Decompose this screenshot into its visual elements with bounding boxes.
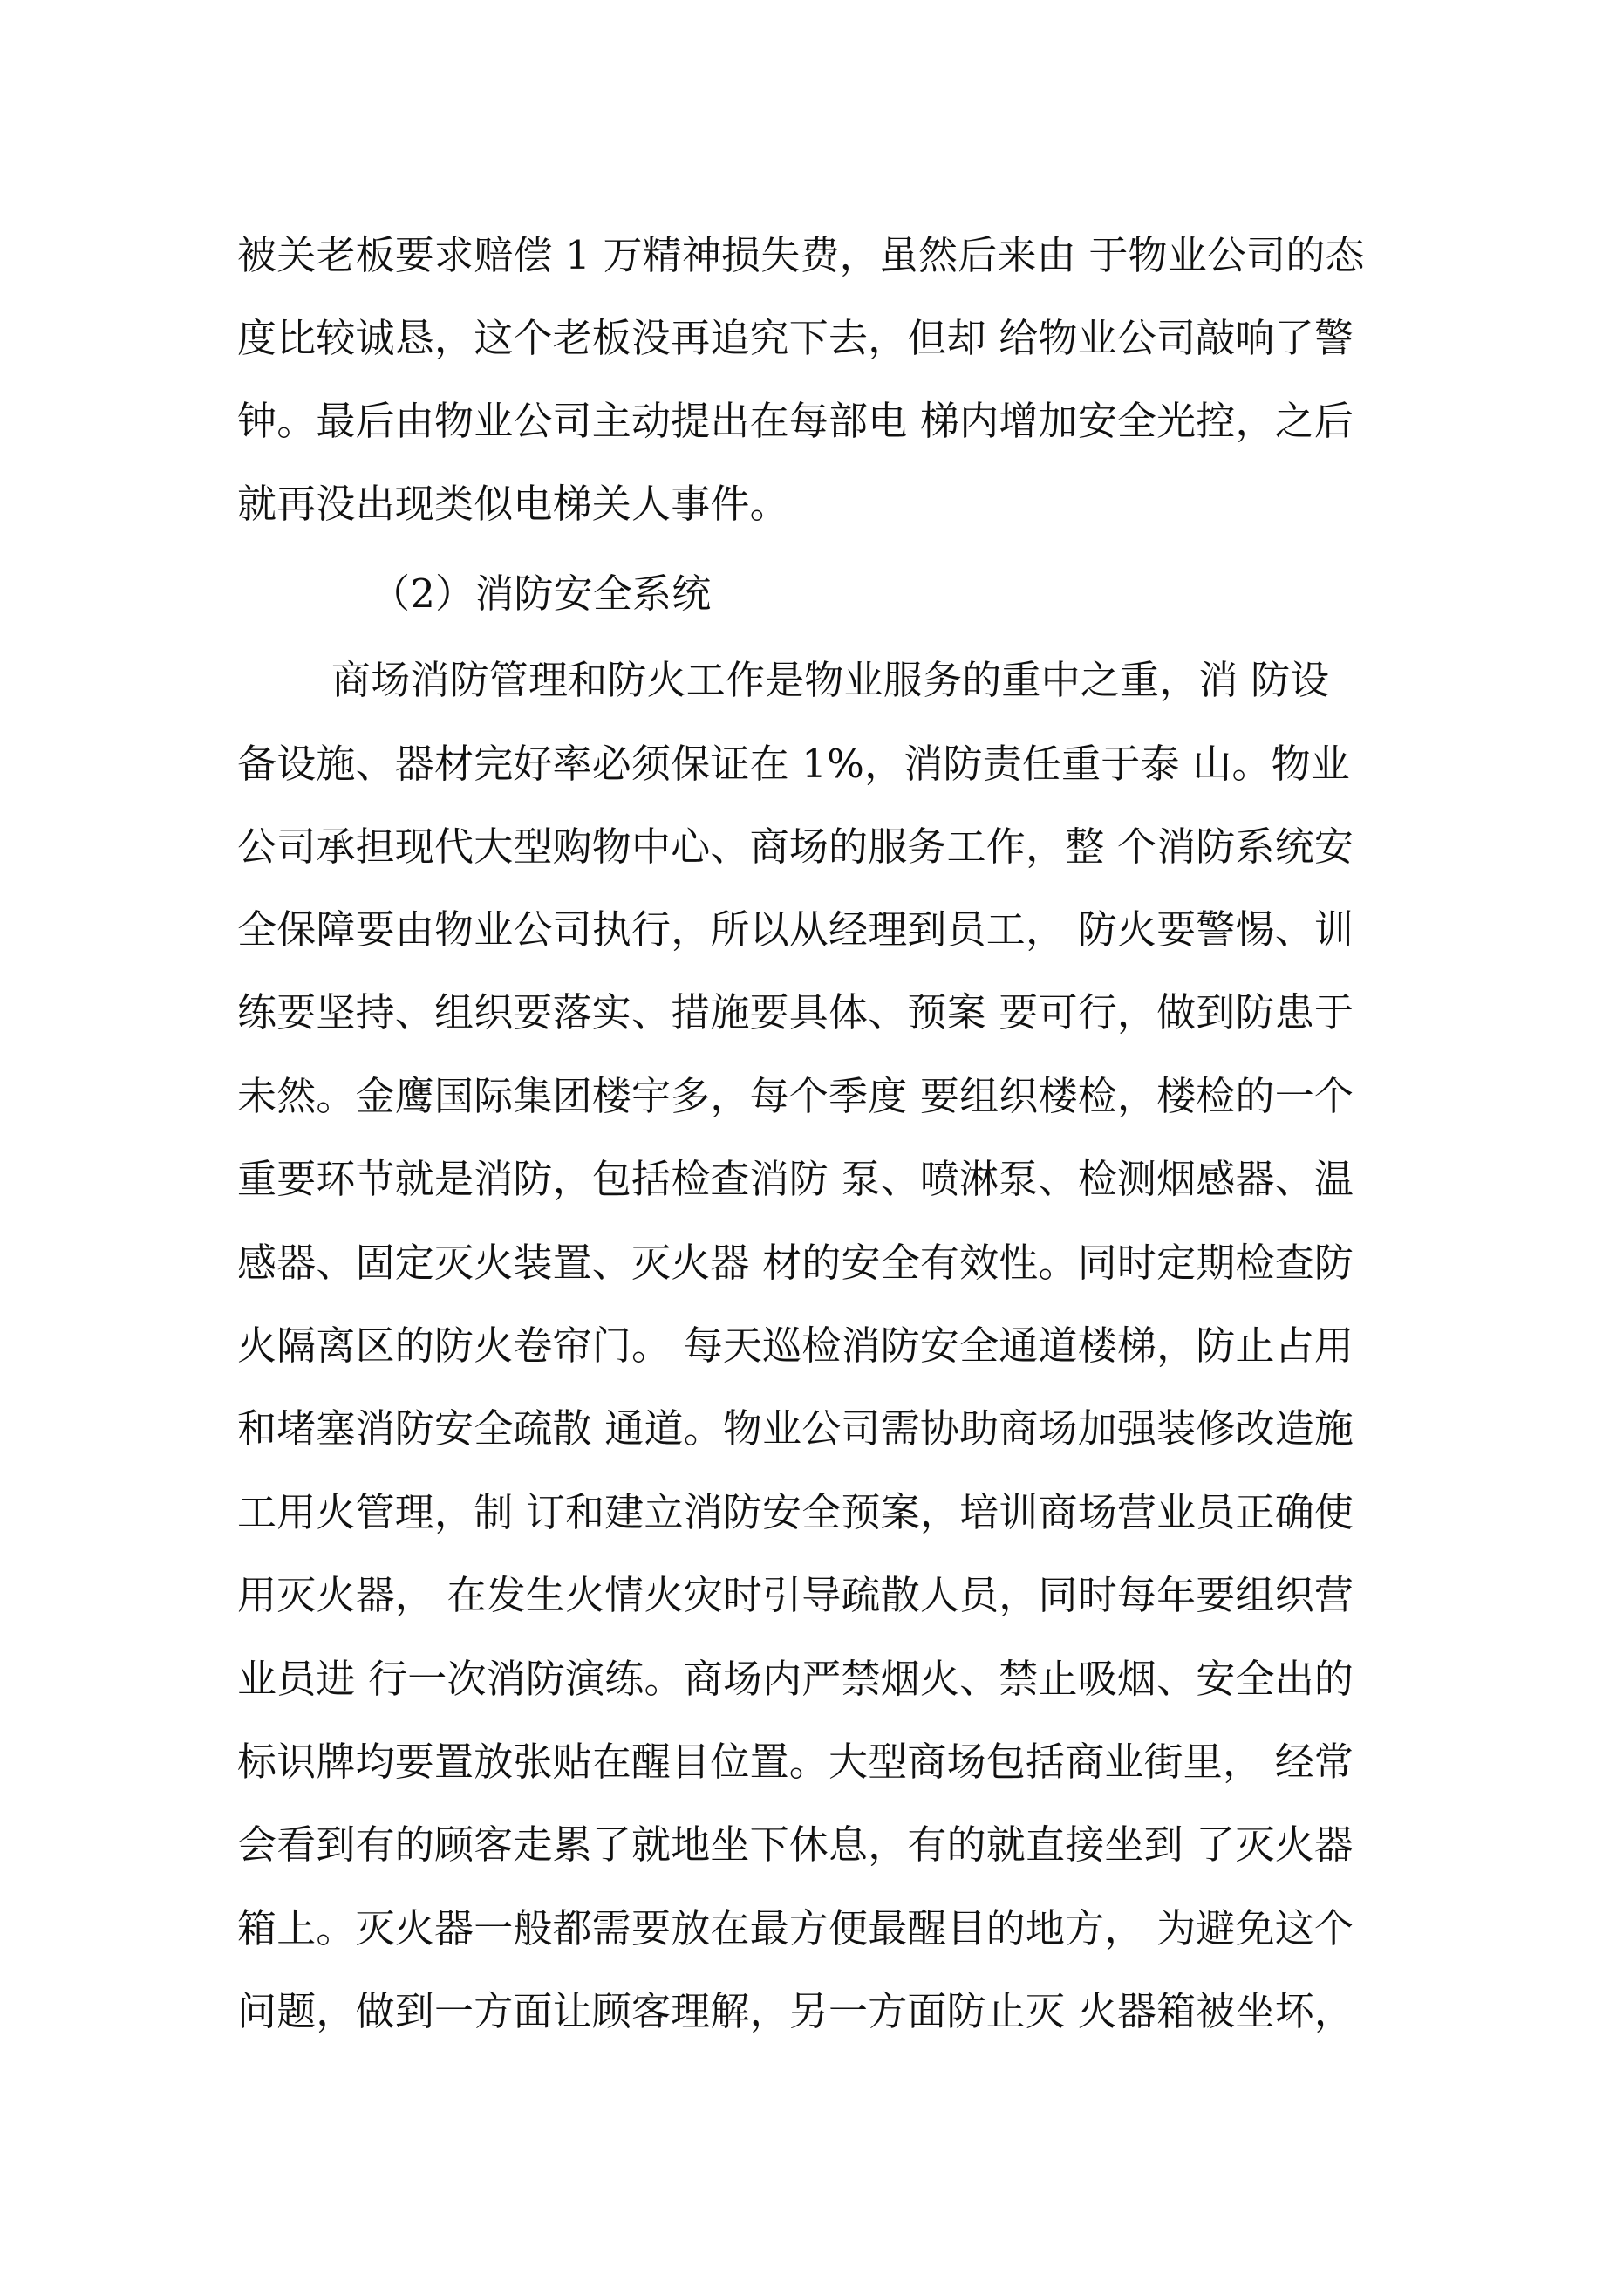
text-line: 钟。最后由物业公司主动提出在每部电 梯内增加安全光控，之后 xyxy=(237,398,1354,444)
paragraph-first-line: 商场消防管理和防火工作是物业服务的重中之重，消 防设 xyxy=(331,657,1330,703)
text-line: 感器、固定灭火装置、灭火器 材的安全有效性。同时定期检查防 xyxy=(237,1240,1354,1286)
text-line: 公司承担现代大型购物中心、商场的服务工作，整 个消防系统安 xyxy=(237,823,1354,870)
text-line: 业员进 行一次消防演练。商场内严禁烟火、禁止吸烟、安全出的 xyxy=(237,1656,1354,1702)
text-line: 标识牌均要置放张贴在醒目位置。大型商场包括商业街里， 经常 xyxy=(237,1739,1354,1785)
section-heading: （2）消防安全系统 xyxy=(371,571,712,617)
text-line: 被关老板要求赔偿 1 万精神损失费，虽然后来由 于物业公司的态 xyxy=(237,232,1365,278)
text-line: 练要坚持、组织要落实、措施要具体、预案 要可行，做到防患于 xyxy=(237,989,1354,1035)
text-line: 用灭火器， 在发生火情火灾时引导疏散人员，同时每年要组织营 xyxy=(237,1572,1354,1618)
text-line: 会看到有的顾客走累了就地坐下休息，有的就直接坐到 了灭火器 xyxy=(237,1821,1354,1868)
text-line: 全保障要由物业公司执行，所以从经理到员工， 防火要警惕、训 xyxy=(237,906,1354,953)
text-line: 备设施、器材完好率必须保证在 1%，消防责任重于泰 山。物业 xyxy=(237,741,1350,787)
text-line: 火隔离区的防火卷帘门。 每天巡检消防安全通道楼梯，防止占用 xyxy=(237,1322,1354,1369)
text-line: 度比较诚恳，这个老板没再追究下去，但却 给物业公司敲响了警 xyxy=(237,315,1354,361)
text-line: 工用火管理，制 订和建立消防安全预案，培训商场营业员正确使 xyxy=(237,1489,1354,1535)
text-line: 重要环节就是消防，包括检查消防 泵、喷淋泵、检测烟感器、温 xyxy=(237,1156,1354,1202)
text-line: 问题，做到一方面让顾客理解，另一方面防止灭 火器箱被坐坏， xyxy=(237,1988,1354,2034)
text-line: 未然。金鹰国际集团楼宇多，每个季度 要组织楼检，楼检的一个 xyxy=(237,1073,1354,1119)
text-line: 就再没出现类似电梯关人事件。 xyxy=(237,481,789,527)
text-line: 箱上。灭火器一般都需要放在最方便最醒目的地方， 为避免这个 xyxy=(237,1905,1354,1951)
text-line: 和堵塞消防安全疏散 通道。物业公司需协助商场加强装修改造施 xyxy=(237,1405,1354,1452)
